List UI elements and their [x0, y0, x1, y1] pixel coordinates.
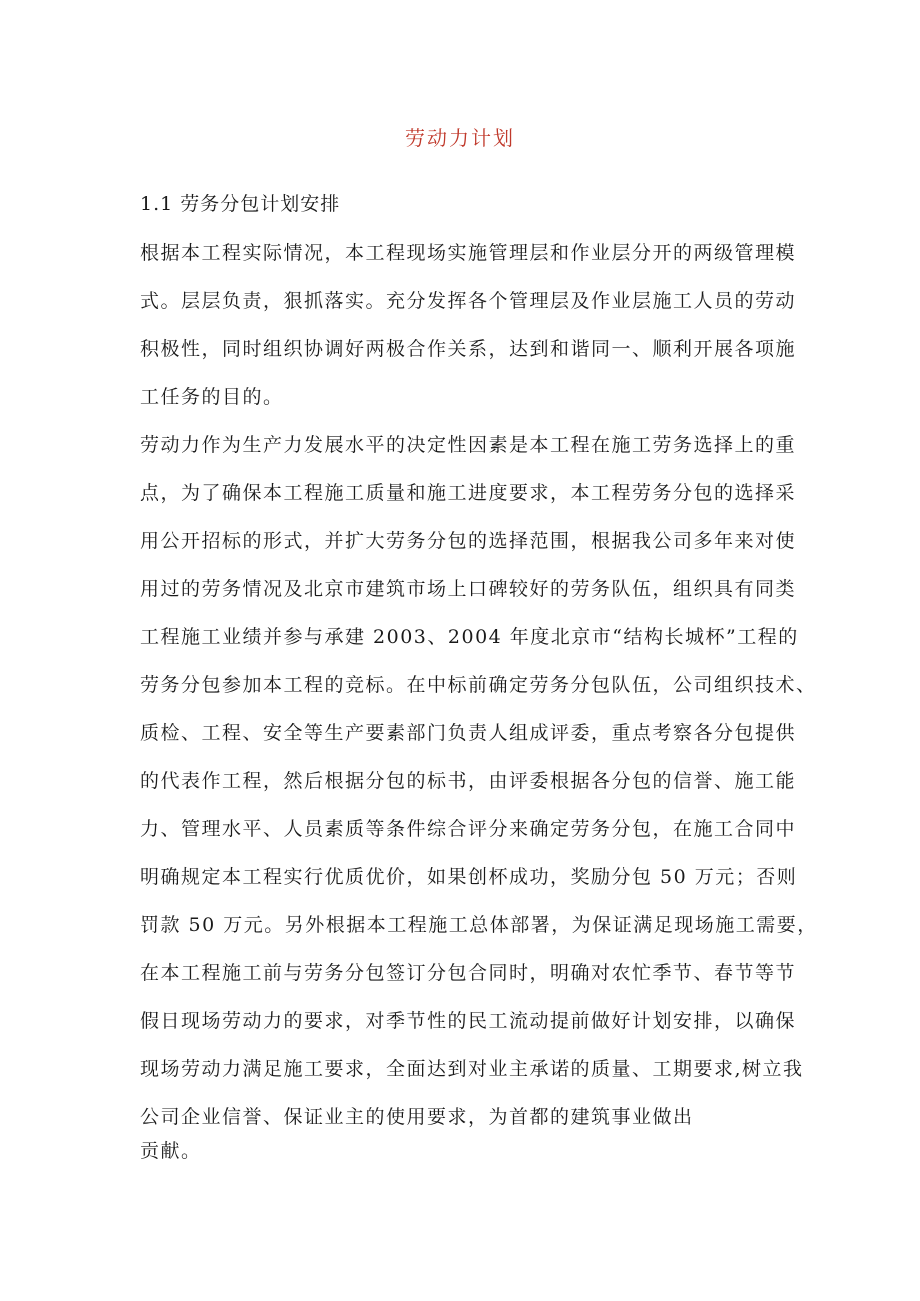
text-line: 劳动力作为生产力发展水平的决定性因素是本工程在施工劳务选择上的重 [140, 434, 797, 456]
document-title: 劳动力计划 [405, 126, 515, 150]
text-line: 罚款 50 万元。另外根据本工程施工总体部署，为保证满足现场施工需要， [140, 914, 818, 936]
text-line: 式。层层负责，狠抓落实。充分发挥各个管理层及作业层施工人员的劳动 [140, 290, 797, 312]
text-line: 现场劳动力满足施工要求，全面达到对业主承诺的质量、工期要求,树立我 [140, 1058, 804, 1080]
text-line: 在本工程施工前与劳务分包签订分包合同时，明确对农忙季节、春节等节 [140, 962, 797, 984]
text-line: 公司企业信誉、保证业主的使用要求，为首都的建筑事业做出 [140, 1106, 694, 1128]
text-line: 质检、工程、安全等生产要素部门负责人组成评委，重点考察各分包提供 [140, 722, 797, 744]
text-line: 用过的劳务情况及北京市建筑市场上口碑较好的劳务队伍，组织具有同类 [140, 578, 797, 600]
text-line: 根据本工程实际情况，本工程现场实施管理层和作业层分开的两级管理模 [140, 242, 797, 264]
text-line: 贡献。 [140, 1140, 202, 1162]
text-line: 的代表作工程，然后根据分包的标书，由评委根据各分包的信誉、施工能 [140, 770, 797, 792]
text-line: 工任务的目的。 [140, 386, 284, 408]
text-line: 点，为了确保本工程施工质量和施工进度要求，本工程劳务分包的选择采 [140, 482, 797, 504]
text-line: 明确规定本工程实行优质优价，如果创杯成功，奖励分包 50 万元；否则 [140, 866, 798, 888]
text-line: 假日现场劳动力的要求，对季节性的民工流动提前做好计划安排，以确保 [140, 1010, 797, 1032]
text-line: 劳务分包参加本工程的竞标。在中标前确定劳务分包队伍，公司组织技术、 [140, 674, 817, 696]
text-line: 用公开招标的形式，并扩大劳务分包的选择范围，根据我公司多年来对使 [140, 530, 797, 552]
section-heading: 1.1 劳务分包计划安排 [140, 193, 341, 215]
text-line: 力、管理水平、人员素质等条件综合评分来确定劳务分包，在施工合同中 [140, 818, 797, 840]
text-line: 积极性，同时组织协调好两极合作关系，达到和谐同一、顺利开展各项施 [140, 338, 797, 360]
text-line: 工程施工业绩并参与承建 2003、2004 年度北京市“结构长城杯”工程的 [140, 626, 799, 648]
